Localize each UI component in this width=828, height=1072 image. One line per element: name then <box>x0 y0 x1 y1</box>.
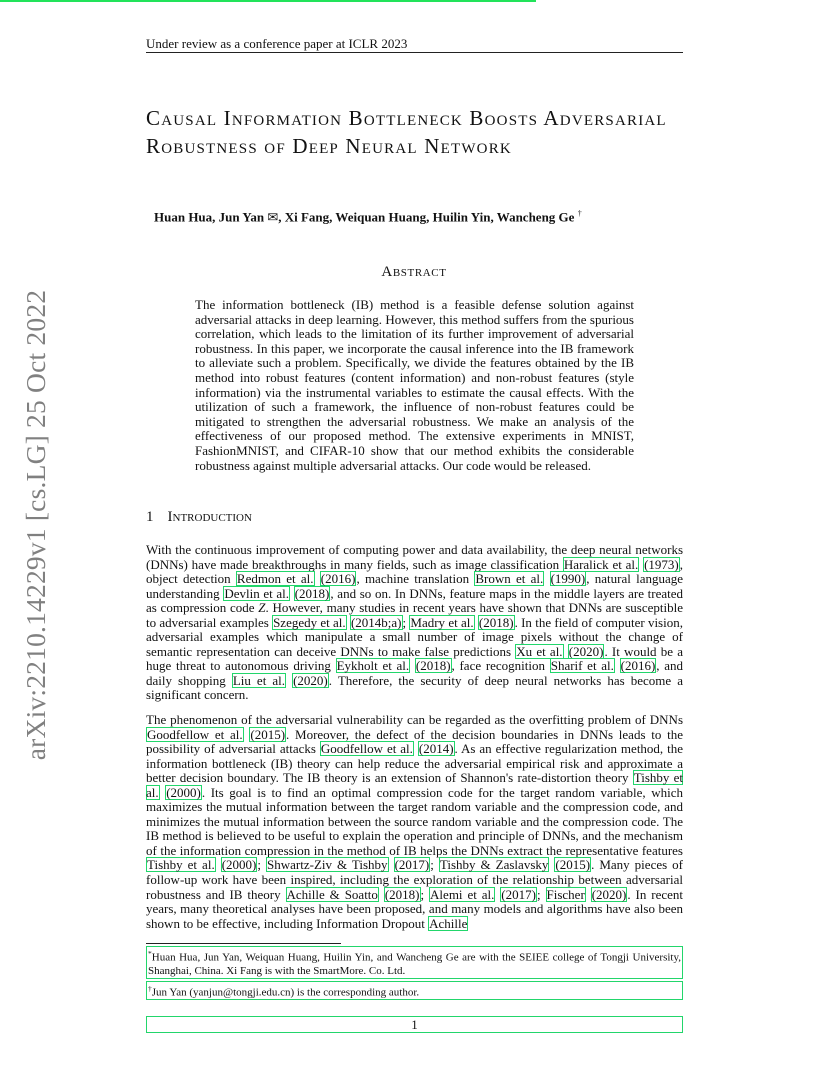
abstract-heading: Abstract <box>381 264 447 280</box>
citation-year-link[interactable]: (1973) <box>644 556 679 572</box>
author-names-part2: , Xi Fang, Weiquan Huang, Huilin Yin, Wancheng Ge <box>278 209 578 225</box>
citation-year-link[interactable]: (2018) <box>294 585 330 601</box>
abstract-body: The information bottleneck (IB) method is a feasible defense solution against adversarial attacks in deep learning. However, this method suffers from the spurious correlation, which leads to the limitation of its further improvement of adversarial robustness. In this paper, we incorporate the causal inference into the IB framework to alleviate such a problem. Specifically, we divide the features obtained by the IB method into robust features (content information) and non-robust features (style information) via the instrumental variables to estimate the causal effects. With the utilization of such a framework, the influence of non-robust features could be mitigated to strengthen the adversarial robustness. We make an analysis of the effectiveness of our proposed method. The extensive experiments in MNIST, FashionMNIST, and CIFAR-10 show that our method exhibits the considerable robustness against multiple adversarial attacks. Our code would be released. <box>195 297 634 473</box>
page-number[interactable]: 1 <box>146 1016 683 1033</box>
top-highlight-bar <box>0 0 536 2</box>
paragraph-text: , natural language understanding <box>146 571 684 601</box>
citation-link[interactable]: Goodfellow et al. <box>147 726 243 742</box>
citation-link[interactable]: Devlin et al. <box>224 585 290 601</box>
citation-link[interactable]: Sharif et al. <box>550 658 614 674</box>
footnotes <box>146 946 683 1000</box>
paragraph-text: , and so on. In DNNs, feature maps in the middle layers are treated as compression code <box>146 585 684 616</box>
citation-year-link[interactable]: (2020) <box>568 643 604 659</box>
section-title: Introduction <box>167 509 252 525</box>
paragraph-text: ; <box>430 857 439 873</box>
footnote-corresponding-author[interactable] <box>146 981 683 1001</box>
citation-link[interactable]: Tishby et al. <box>147 857 215 873</box>
citation-year-link[interactable]: (2014) <box>418 741 454 757</box>
citation-year-link[interactable]: (2000) <box>166 784 201 800</box>
citation-year-link[interactable]: (2018) <box>415 658 451 674</box>
citation-link[interactable]: Shwartz-Ziv & Tishby <box>267 857 388 873</box>
paragraph-text: , face recognition <box>451 658 550 674</box>
citation-year-link[interactable]: (2017) <box>394 857 430 873</box>
citation-link[interactable]: Redmon et al. <box>236 571 314 587</box>
author-list <box>154 209 582 225</box>
footnote-text: Huan Hua, Jun Yan, Weiquan Huang, Huilin Yin, and Wancheng Ge are with the SEIEE college of Tongji University, Shanghai, China. Xi Fang is with the SmartMore. Co. Ltd. <box>148 951 681 977</box>
paragraph-text: . Moreover, the defect of the decision boundaries in DNNs leads to the possibility of adversarial attacks <box>146 726 683 757</box>
citation-year-link[interactable]: (1990) <box>550 571 586 587</box>
footnote-text: Jun Yan (yanjun@tongji.edu.cn) is the corresponding author. <box>151 986 420 999</box>
citation-year-link[interactable]: (2015) <box>555 857 591 873</box>
math-variable-z: Z <box>258 600 266 616</box>
paragraph-text: ; <box>257 857 267 873</box>
paragraph-text: . However, many studies in recent years have shown that DNNs are susceptible to adversarial examples <box>146 600 683 630</box>
paragraph-text: . Therefore, the security of deep neural networks has become a significant concern. <box>146 672 683 703</box>
citation-year-link[interactable]: (2020) <box>293 672 328 688</box>
paragraph-text: , object detection <box>146 556 684 587</box>
citation-link[interactable]: Fischer <box>546 886 585 902</box>
intro-paragraph-2 <box>146 713 683 931</box>
footnote-divider <box>146 943 341 944</box>
envelope-icon: ✉ <box>267 209 279 225</box>
citation-year-link[interactable]: (2000) <box>221 857 257 873</box>
paragraph-text: ; <box>420 886 430 902</box>
citation-year-link[interactable]: (2017) <box>501 886 536 902</box>
footnote-mark: † <box>148 983 152 993</box>
paragraph-text: , and daily shopping <box>146 658 683 688</box>
section-heading-introduction <box>146 509 252 526</box>
paragraph-text: . In the field of computer vision, adversarial examples which manipulate a small number of image pixels without the change of semantic representation can deceive DNNs to make false predictions <box>146 614 683 659</box>
citation-year-link[interactable]: (2014b;a) <box>350 614 402 630</box>
citation-link[interactable]: Xu et al. <box>516 643 563 659</box>
citation-year-link[interactable]: (2020) <box>591 886 627 902</box>
citation-link[interactable]: Liu et al. <box>232 672 286 688</box>
citation-link[interactable]: Achille & Soatto <box>286 886 378 902</box>
section-number: 1 <box>146 509 154 525</box>
paragraph-text: . As an effective regularization method, the information bottleneck (IB) theory can help reduce the adversarial empirical risk and approximate a better decision boundary. The IB theory is an extension of Shannon's rate-distortion theory <box>146 741 684 786</box>
paragraph-text: With the continuous improvement of computing power and data availability, the deep neural networks (DNNs) have made breakthroughs in many fields, such as image classification <box>146 542 683 572</box>
citation-year-link[interactable]: (2015) <box>250 726 286 742</box>
paragraph-text: . Its goal is to find an optimal compression code for the target random variable, which maximizes the mutual information between the target random variable and the compression code, and minimizes the mutual information between the source random variable and the compression code. The IB method is believed to be useful to explain the operation and principle of DNNs, and the mechanism of the information compression in the method of IB helps the DNNs extract the representative features <box>146 784 684 858</box>
paragraph-text: The phenomenon of the adversarial vulnerability can be regarded as the overfitting problem of DNNs <box>146 712 683 727</box>
citation-link[interactable]: Achille <box>429 915 468 931</box>
citation-link[interactable]: Eykholt et al. <box>336 658 410 674</box>
citation-link[interactable]: Tishby et al. <box>146 770 683 800</box>
arxiv-identifier-stamp[interactable]: arXiv:2210.14229v1 [cs.LG] 25 Oct 2022 <box>20 289 51 761</box>
paragraph-text: . It would be a huge threat to autonomous driving <box>146 643 684 674</box>
running-head: Under review as a conference paper at ICLR 2023 <box>146 36 408 51</box>
header-divider <box>146 52 683 53</box>
dagger-footnote-mark[interactable]: † <box>577 209 582 218</box>
citation-link[interactable]: Brown et al. <box>475 571 544 587</box>
citation-link[interactable]: Goodfellow et al. <box>320 741 413 757</box>
paragraph-text: . In recent years, many theoretical analyses have been proposed, and many models and algorithms have also been shown to be effective, including Information Dropout <box>146 886 684 931</box>
citation-link[interactable]: Madry et al. <box>410 614 474 630</box>
citation-link[interactable]: Alemi et al. <box>430 886 495 902</box>
paper-title: Causal Information Bottleneck Boosts Adversarial Robustness of Deep Neural Network <box>146 106 667 158</box>
citation-link[interactable]: Szegedy et al. <box>273 614 346 630</box>
citation-link[interactable]: Haralick et al. <box>563 556 639 572</box>
citation-year-link[interactable]: (2016) <box>320 571 356 587</box>
footnote-mark: * <box>148 949 152 958</box>
citation-year-link[interactable]: (2018) <box>384 886 420 902</box>
citation-year-link[interactable]: (2016) <box>620 658 656 674</box>
paragraph-text: , machine translation <box>356 571 475 587</box>
author-names-part1: Huan Hua, Jun Yan <box>154 209 268 225</box>
citation-link[interactable]: Tishby & Zaslavsky <box>439 857 549 873</box>
paragraph-text: ; <box>402 614 410 630</box>
paragraph-text: . Many pieces of follow-up work have been inspired, including the exploration of the relationship between adversarial robustness and IB theory <box>146 857 684 902</box>
paragraph-text: ; <box>536 886 546 902</box>
intro-paragraph-1 <box>146 543 683 703</box>
citation-year-link[interactable]: (2018) <box>478 614 514 630</box>
footnote-affiliation[interactable] <box>146 946 683 979</box>
